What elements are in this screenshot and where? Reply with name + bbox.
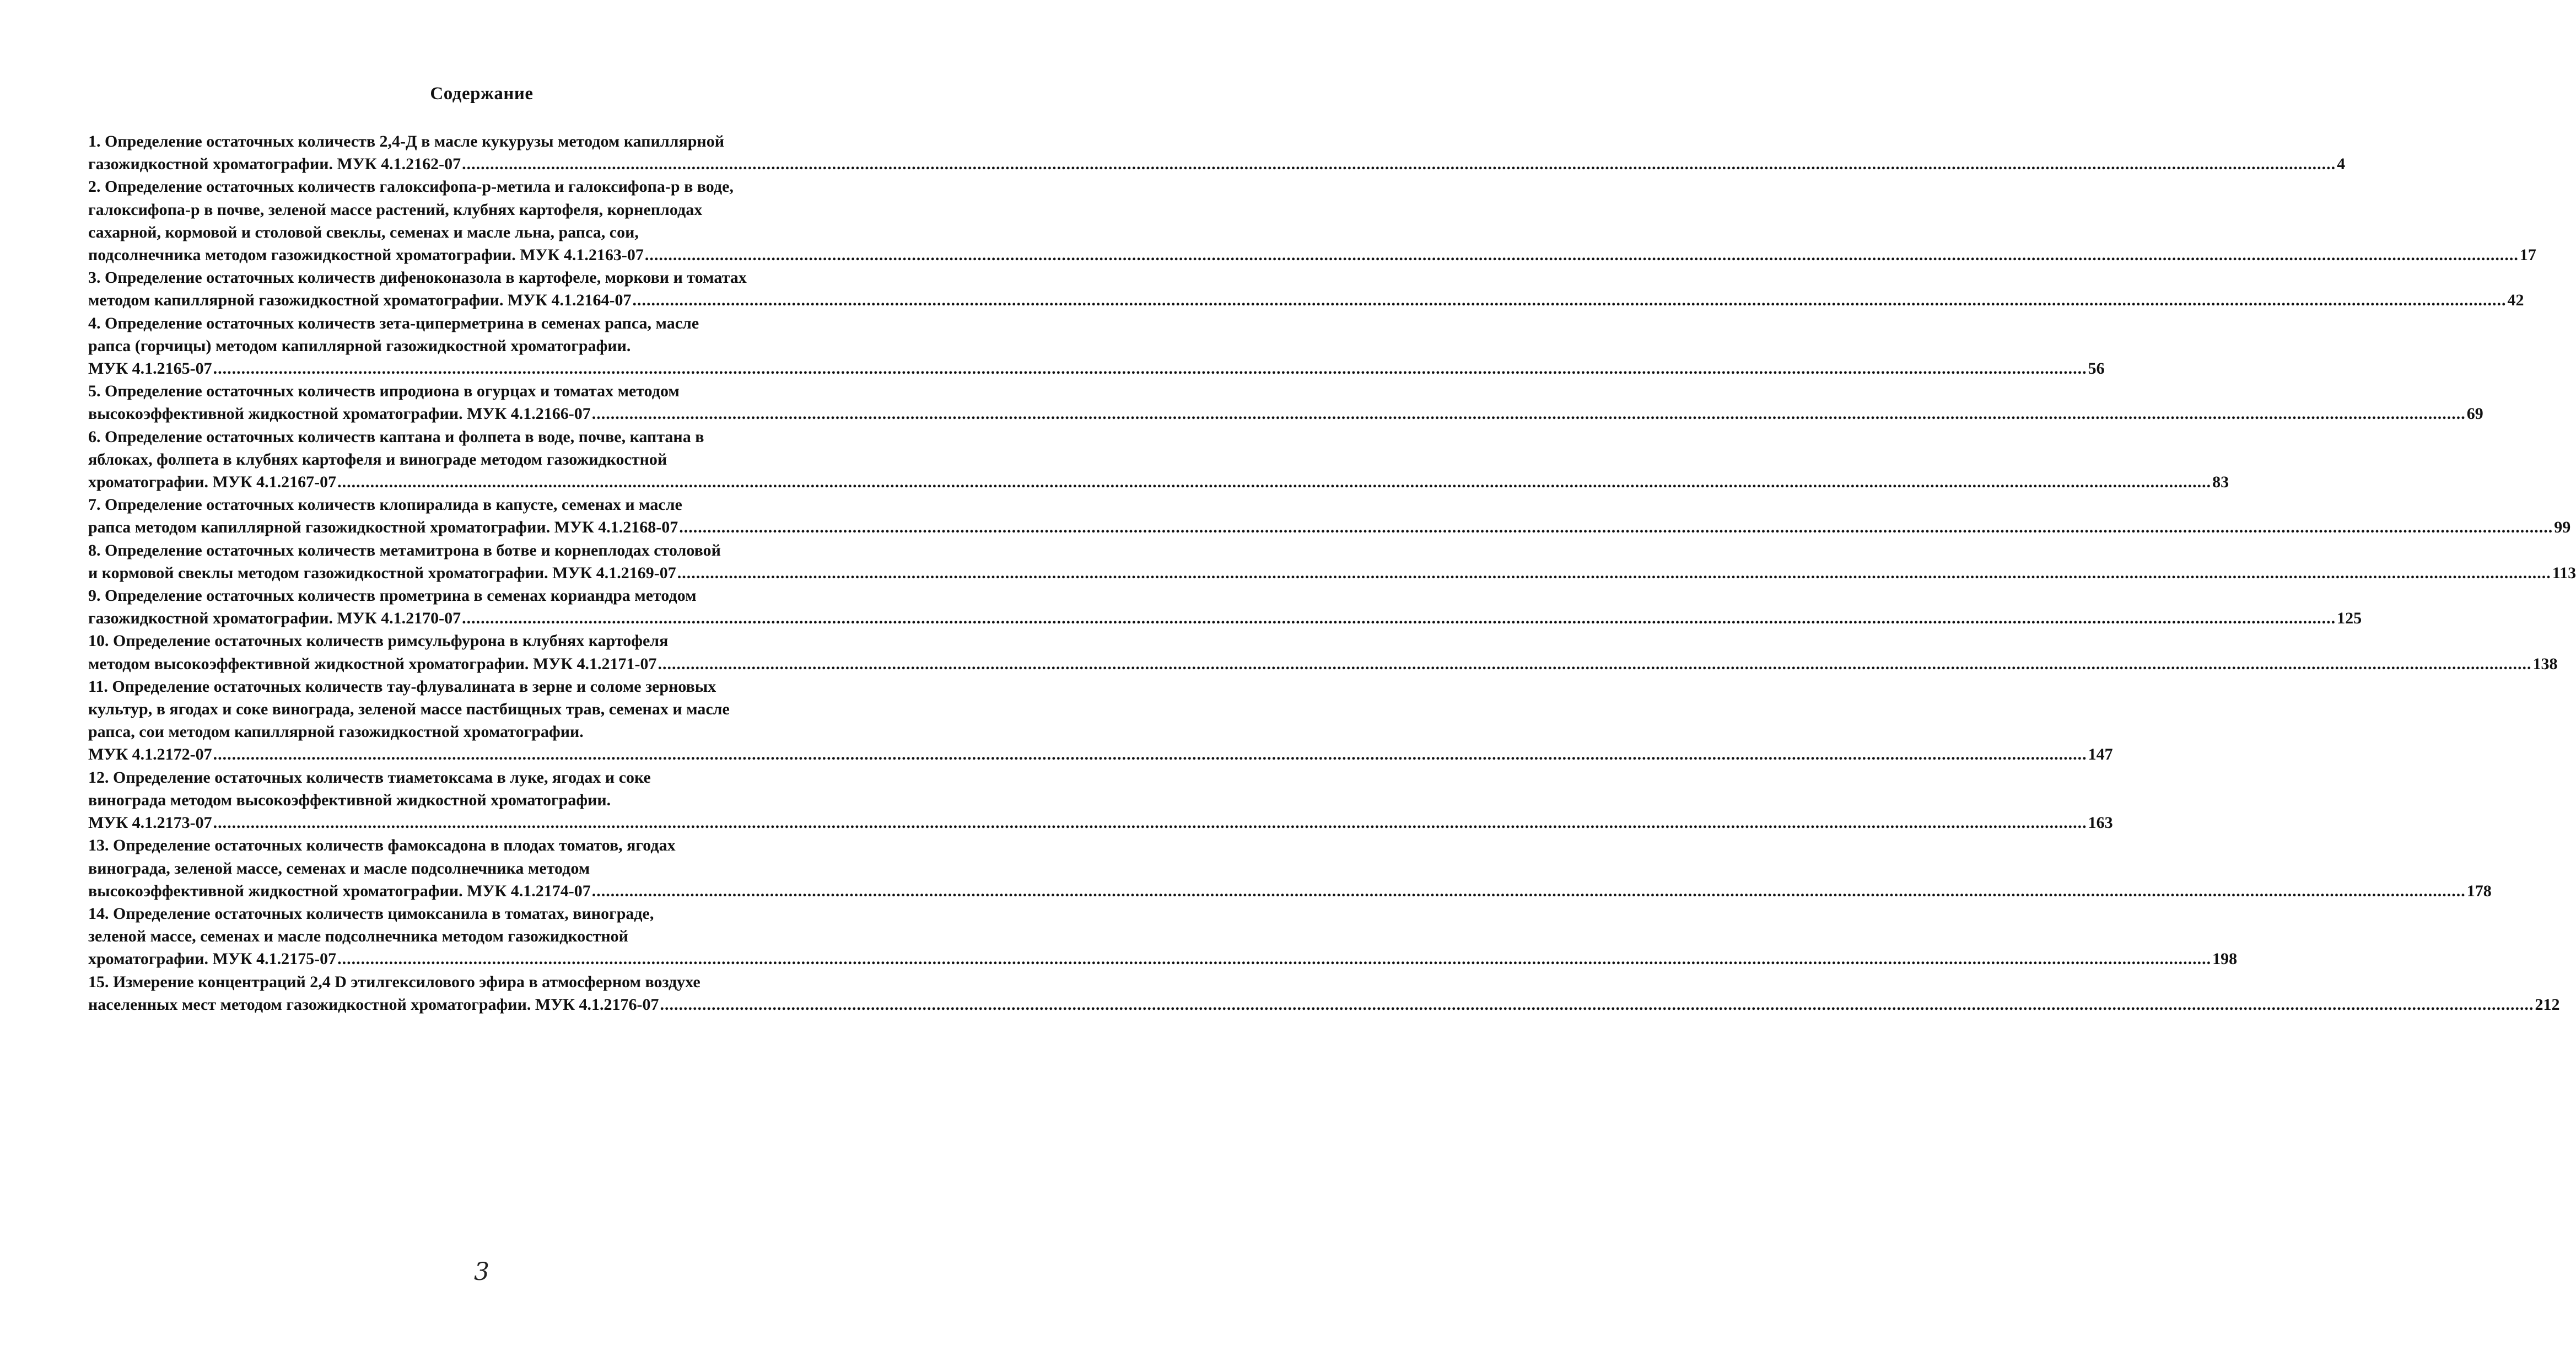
toc-entry-page: 99 <box>2554 518 2571 537</box>
toc-entry <box>88 539 2576 584</box>
dot-leader: ................................................................................................................................................................................................................................................................................................................................................................................................................ <box>462 609 2336 628</box>
toc-entry-line: сахарной, кормовой и столовой свеклы, семенах и масле льна, рапса, сои, <box>88 223 639 241</box>
toc-entry <box>88 130 2346 175</box>
toc-entry-page: 17 <box>2519 246 2536 265</box>
toc-entry-page: 4 <box>2337 155 2346 174</box>
toc-entry-line: 11. Определение остаточных количеств тау-флувалината в зерне и соломе зерновых <box>88 677 716 696</box>
toc-entry-page: 138 <box>2532 654 2558 673</box>
toc-entry <box>88 312 2105 380</box>
toc-entry-line: 5. Определение остаточных количеств ипродиона в огурцах и томатах методом <box>88 382 680 401</box>
toc-entry-reference: хроматографии. МУК 4.1.2175-07 <box>88 950 337 968</box>
toc-entry-last-line <box>88 653 2558 675</box>
toc-entry-reference: населенных мест методом газожидкостной хроматографии. МУК 4.1.2176-07 <box>88 995 659 1014</box>
dot-leader: ................................................................................................................................................................................................................................................................................................................................................................................................................ <box>213 745 2087 764</box>
toc-entry-last-line <box>88 516 2571 539</box>
toc-entry-page: 83 <box>2212 473 2229 492</box>
toc-entry-last-line <box>88 948 2238 970</box>
toc-entry-reference: МУК 4.1.2173-07 <box>88 814 212 832</box>
toc-entry-line: культур, в ягодах и соке винограда, зеленой массе пастбищных трав, семенах и масле <box>88 700 730 719</box>
toc-entry-last-line <box>88 743 2113 766</box>
toc-entry-line: 9. Определение остаточных количеств прометрина в семенах кориандра методом <box>88 586 697 605</box>
toc-entry-page: 42 <box>2507 291 2524 310</box>
toc-entry-line: 14. Определение остаточных количеств цимоксанила в томатах, винограде, <box>88 904 654 923</box>
toc-entry <box>88 675 2113 766</box>
toc-entry-last-line <box>88 402 2483 425</box>
toc-entry-reference: высокоэффективной жидкостной хроматографии. МУК 4.1.2174-07 <box>88 881 591 900</box>
dot-leader: ................................................................................................................................................................................................................................................................................................................................................................................................................ <box>677 563 2551 582</box>
toc-entry-line: 8. Определение остаточных количеств метамитрона в ботве и корнеплодах столовой <box>88 541 721 559</box>
toc-entry-reference: МУК 4.1.2165-07 <box>88 359 212 378</box>
toc-entry-page: 113 <box>2552 563 2576 582</box>
toc-entry-line: 12. Определение остаточных количеств тиаметоксама в луке, ягодах и соке <box>88 768 651 787</box>
toc-entry-line: 13. Определение остаточных количеств фамоксадона в плодах томатов, ягодах <box>88 836 676 855</box>
toc-entry <box>88 380 2483 425</box>
toc-entry <box>88 629 2558 675</box>
toc-entry <box>88 493 2571 539</box>
dot-leader: ................................................................................................................................................................................................................................................................................................................................................................................................................ <box>660 995 2534 1014</box>
toc-entry-line: 7. Определение остаточных количеств клопиралида в капусте, семенах и масле <box>88 496 682 514</box>
toc-entry-line: зеленой массе, семенах и масле подсолнечника методом газожидкостной <box>88 927 628 946</box>
dot-leader: ................................................................................................................................................................................................................................................................................................................................................................................................................ <box>644 246 2519 265</box>
dot-leader: ................................................................................................................................................................................................................................................................................................................................................................................................................ <box>591 405 2466 423</box>
toc-entry <box>88 175 2536 266</box>
toc-entry-last-line <box>88 153 2346 175</box>
toc-entry-reference: высокоэффективной жидкостной хроматографии. МУК 4.1.2166-07 <box>88 405 591 423</box>
page-number: 3 <box>474 1258 489 1286</box>
dot-leader: ................................................................................................................................................................................................................................................................................................................................................................................................................ <box>462 155 2336 174</box>
toc-entry <box>88 902 2238 971</box>
toc-entry-line: 15. Измерение концентраций 2,4 D этилгексилового эфира в атмосферном воздухе <box>88 972 700 991</box>
toc-entry <box>88 584 2362 629</box>
toc-entry-line: 2. Определение остаточных количеств галоксифопа-р-метила и галоксифопа-р в воде, <box>88 177 734 196</box>
toc-entry-last-line <box>88 880 2492 902</box>
toc-entry-reference: МУК 4.1.2172-07 <box>88 745 212 764</box>
dot-leader: ................................................................................................................................................................................................................................................................................................................................................................................................................ <box>213 359 2087 378</box>
toc-entry-line: 10. Определение остаточных количеств римсульфурона в клубнях картофеля <box>88 632 669 650</box>
dot-leader: ................................................................................................................................................................................................................................................................................................................................................................................................................ <box>591 881 2466 900</box>
toc-entry-reference: хроматографии. МУК 4.1.2167-07 <box>88 473 337 492</box>
toc-entry <box>88 766 2113 835</box>
dot-leader: ................................................................................................................................................................................................................................................................................................................................................................................................................ <box>658 654 2532 673</box>
toc-entry-page: 69 <box>2466 405 2483 423</box>
toc-entry-line: 1. Определение остаточных количеств 2,4-Д в масле кукурузы методом капиллярной <box>88 132 724 150</box>
toc-entry-line: 4. Определение остаточных количеств зета-циперметрина в семенах рапса, масле <box>88 314 699 332</box>
toc-entry-line: винограда методом высокоэффективной жидкостной хроматографии. <box>88 790 611 809</box>
toc-entry-line: рапса (горчицы) методом капиллярной газожидкостной хроматографии. <box>88 336 631 355</box>
toc-entry-last-line <box>88 562 2576 584</box>
toc-entry-page: 56 <box>2088 359 2105 378</box>
toc-entry-page: 163 <box>2088 814 2113 832</box>
toc-entry-last-line <box>88 289 2524 311</box>
page-title: Содержание <box>430 84 533 104</box>
toc-entry-reference: рапса методом капиллярной газожидкостной хроматографии. МУК 4.1.2168-07 <box>88 518 678 537</box>
toc-entry-last-line <box>88 244 2536 266</box>
toc-entry-last-line <box>88 471 2229 493</box>
toc-entry <box>88 266 2524 311</box>
toc-entry-line: 3. Определение остаточных количеств дифеноконазола в картофеле, моркови и томатах <box>88 268 747 287</box>
toc-entry <box>88 834 2492 902</box>
toc-entry-reference: и кормовой свеклы методом газожидкостной хроматографии. МУК 4.1.2169-07 <box>88 563 676 582</box>
dot-leader: ................................................................................................................................................................................................................................................................................................................................................................................................................ <box>632 291 2507 310</box>
dot-leader: ................................................................................................................................................................................................................................................................................................................................................................................................................ <box>213 814 2087 832</box>
toc-entry-reference: газожидкостной хроматографии. МУК 4.1.2162-07 <box>88 155 461 174</box>
toc-entry-last-line <box>88 357 2105 380</box>
toc-entry-last-line <box>88 993 2560 1016</box>
toc-entry-page: 178 <box>2466 881 2492 900</box>
toc-entry-page: 212 <box>2535 995 2560 1014</box>
toc-entry-reference: подсолнечника методом газожидкостной хроматографии. МУК 4.1.2163-07 <box>88 246 644 265</box>
toc-entry-line: 6. Определение остаточных количеств каптана и фолпета в воде, почве, каптана в <box>88 427 704 446</box>
toc-entry-line: яблоках, фолпета в клубнях картофеля и винограде методом газожидкостной <box>88 450 667 469</box>
toc-entry-reference: методом высокоэффективной жидкостной хроматографии. МУК 4.1.2171-07 <box>88 654 657 673</box>
toc-entry-page: 147 <box>2088 745 2113 764</box>
toc-entry-line: галоксифопа-р в почве, зеленой массе растений, клубнях картофеля, корнеплодах <box>88 200 703 219</box>
toc-entry-reference: газожидкостной хроматографии. МУК 4.1.2170-07 <box>88 609 461 628</box>
toc-entry-page: 125 <box>2337 609 2362 628</box>
toc-entry <box>88 426 2229 494</box>
toc-entry-last-line <box>88 607 2362 629</box>
dot-leader: ................................................................................................................................................................................................................................................................................................................................................................................................................ <box>337 473 2212 492</box>
dot-leader: ................................................................................................................................................................................................................................................................................................................................................................................................................ <box>337 950 2212 968</box>
toc-entry-reference: методом капиллярной газожидкостной хроматографии. МУК 4.1.2164-07 <box>88 291 632 310</box>
dot-leader: ................................................................................................................................................................................................................................................................................................................................................................................................................ <box>679 518 2553 537</box>
toc-entry-page: 198 <box>2212 950 2238 968</box>
toc-entry-line: винограда, зеленой массе, семенах и масле подсолнечника методом <box>88 859 590 878</box>
toc-entry-last-line <box>88 811 2113 834</box>
toc-entry-line: рапса, сои методом капиллярной газожидкостной хроматографии. <box>88 723 584 741</box>
toc-entry <box>88 971 2560 1016</box>
table-of-contents <box>88 130 2576 1016</box>
